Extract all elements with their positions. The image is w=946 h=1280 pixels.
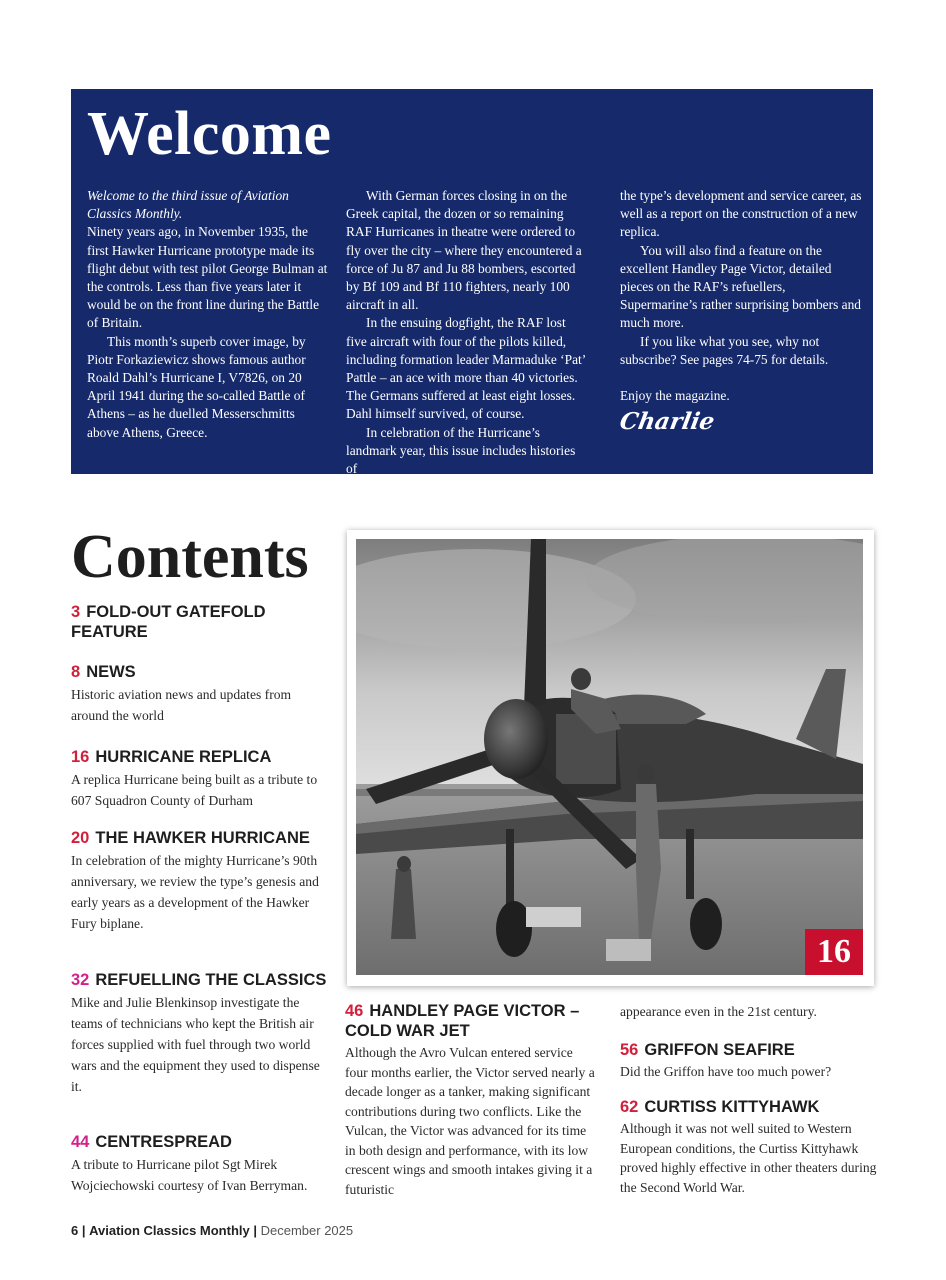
entry-description: Although it was not well suited to Western European conditions, the Curtiss Kittyhawk proved highly effective in other theaters during the Second World War. (620, 1121, 877, 1195)
contents-entry[interactable] (71, 662, 329, 726)
contents-entry[interactable] (71, 747, 329, 811)
entry-title: HURRICANE REPLICA (95, 748, 272, 766)
contents-entry[interactable] (620, 1040, 880, 1082)
page-number: 32 (71, 971, 90, 989)
entry-heading (71, 747, 329, 767)
welcome-column-2 (346, 187, 588, 478)
hurricane-photo (356, 539, 863, 975)
entry-heading (345, 1001, 595, 1041)
entry-description: Did the Griffon have too much power? (620, 1064, 832, 1079)
contents-entry[interactable] (71, 602, 329, 642)
footer-date: December 2025 (260, 1223, 354, 1238)
page-number: 8 (71, 663, 81, 681)
cover-photo-frame (347, 530, 874, 986)
footer-separator: | (253, 1223, 257, 1238)
entry-heading (71, 970, 329, 990)
entry-description: Although the Avro Vulcan entered service four months earlier, the Victor served nearly a decade longer as a tanker, making significant contributions during two conflicts. Like the Vulcan, the Victor was advanced for its time in both design and performance, with its low crescent wings and smooth intakes giving it a futuristic (345, 1045, 595, 1197)
footer-separator: | (81, 1223, 86, 1238)
welcome-paragraph: If you like what you see, why not subscribe? See pages 74-75 for details. (620, 333, 829, 367)
page-badge: 16 (805, 929, 863, 975)
welcome-closing: Enjoy the magazine. (620, 388, 730, 404)
entry-description: Mike and Julie Blenkinsop investigate the teams of technicians who kept the British air forces supplied with fuel through two world wars and the equipment they used to dispense it. (71, 995, 320, 1094)
page-number: 20 (71, 829, 90, 847)
entry-title: CURTISS KITTYHAWK (644, 1098, 820, 1116)
welcome-column-3 (617, 187, 862, 436)
contents-entry[interactable] (345, 1001, 595, 1199)
welcome-paragraph: This month’s superb cover image, by Piotr Forkaziewicz shows famous author Roald Dahl’s Hurricane I, V7826, on 20 April 1941 during the so-called Battle of Athens – as he duelled Messerschmitts above Athens, Greece. (87, 333, 306, 440)
footer-magazine-name: Aviation Classics Monthly (89, 1223, 250, 1238)
contents-entry[interactable] (71, 828, 329, 934)
entry-description: A replica Hurricane being built as a tribute to 607 Squadron County of Durham (71, 772, 318, 808)
welcome-title: Welcome (87, 100, 332, 168)
page-number: 62 (620, 1098, 639, 1116)
entry-heading (71, 1132, 329, 1152)
page-number: 56 (620, 1041, 639, 1059)
entry-title: FOLD-OUT GATEFOLD FEATURE (71, 603, 266, 641)
contents-entry-continued (620, 1000, 880, 1022)
contents-title: Contents (71, 523, 309, 591)
contents-entry[interactable] (71, 970, 329, 1097)
entry-heading (71, 662, 329, 682)
welcome-paragraph: the type’s development and service career, as well as a report on the construction of a new replica. (620, 188, 862, 240)
page-number: 16 (71, 748, 90, 766)
contents-entry[interactable] (620, 1097, 880, 1197)
page-number: 44 (71, 1133, 90, 1151)
footer-page-number: 6 (71, 1223, 79, 1238)
editor-signature: Charlie (617, 408, 717, 436)
entry-heading (71, 828, 329, 848)
entry-title: THE HAWKER HURRICANE (95, 829, 310, 847)
welcome-paragraph: With German forces closing in on the Greek capital, the dozen or so remaining RAF Hurricanes in theatre were ordered to fly over the city – where they encountered a force of Ju 87 and Ju 88 bombers, escorted by Bf 109 and Bf 110 fighters, nearly 100 aircraft in all. (346, 188, 582, 313)
page-number: 3 (71, 603, 81, 621)
welcome-intro: Welcome to the third issue of Aviation Classics Monthly. (87, 188, 289, 222)
entry-heading (71, 602, 329, 642)
welcome-paragraph: Ninety years ago, in November 1935, the first Hawker Hurricane prototype made its flight debut with test pilot George Bulman at the controls. Less than five years later it would be on the front line during the Battle of Britain. (87, 224, 328, 331)
entry-title: NEWS (86, 663, 136, 681)
page-number: 46 (345, 1002, 364, 1020)
entry-title: GRIFFON SEAFIRE (644, 1041, 795, 1059)
welcome-paragraph: In the ensuing dogfight, the RAF lost five aircraft with four of the pilots killed, including formation leader Marmaduke ‘Pat’ Pattle – an ace with more than 40 victories. The Germans suffered at least eight losses. Dahl himself survived, of course. (346, 315, 586, 422)
entry-title: REFUELLING THE CLASSICS (95, 971, 327, 989)
entry-heading (620, 1040, 880, 1060)
page-footer (71, 1223, 353, 1238)
entry-description: A tribute to Hurricane pilot Sgt Mirek Wojciechowski courtesy of Ivan Berryman. (71, 1157, 308, 1193)
entry-heading (620, 1097, 880, 1117)
welcome-panel (71, 89, 873, 477)
welcome-paragraph: You will also find a feature on the excellent Handley Page Victor, detailed pieces on the RAF’s refuellers, Supermarine’s rather surprising bombers and much more. (620, 242, 861, 331)
entry-description: Historic aviation news and updates from around the world (71, 687, 292, 723)
entry-title: HANDLEY PAGE VICTOR – COLD WAR JET (345, 1002, 580, 1040)
entry-description: In celebration of the mighty Hurricane’s 90th anniversary, we review the type’s genesis and early years as a development of the Hawker Fury biplane. (71, 853, 319, 931)
contents-entry[interactable] (71, 1132, 329, 1196)
welcome-paragraph: In celebration of the Hurricane’s landmark year, this issue includes histories of (346, 424, 576, 477)
entry-title: CENTRESPREAD (95, 1133, 232, 1151)
welcome-column-1 (87, 187, 329, 442)
entry-description: appearance even in the 21st century. (620, 1004, 817, 1019)
aircraft-photo-illustration (356, 539, 863, 975)
